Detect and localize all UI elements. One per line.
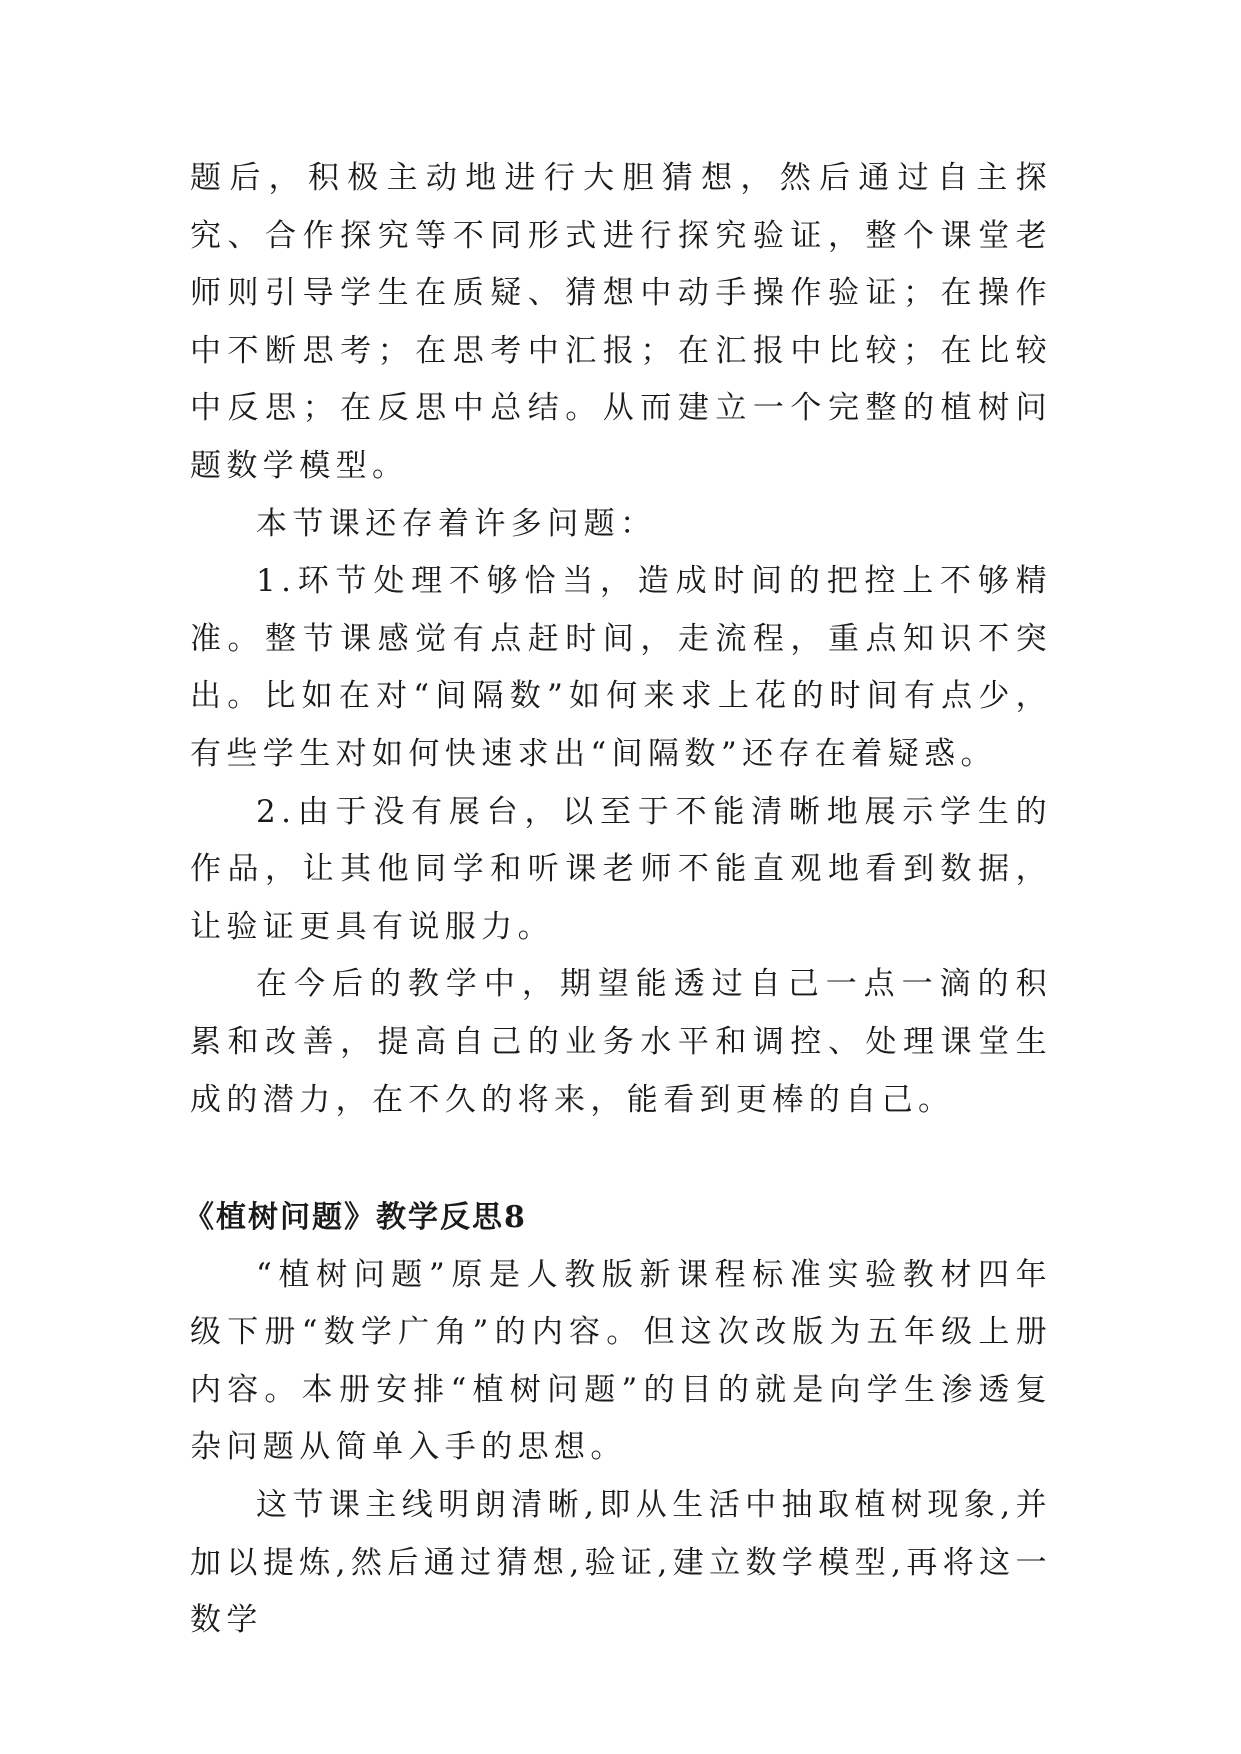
section-title: 《植树问题》教学反思8 xyxy=(184,1200,527,1236)
paragraph-mainline: 这节课主线明朗清晰,即从生活中抽取植树现象,并加以提炼,然后通过猜想,验证,建立数学模型,再将这一数学 xyxy=(190,1487,1052,1639)
paragraph-problem-2: 2.由于没有展台，以至于不能清晰地展示学生的作品，让其他同学和听课老师不能直观地看到数据，让验证更具有说服力。 xyxy=(190,793,1052,945)
document-page xyxy=(184,150,1052,1650)
paragraph-continuation: 题后，积极主动地进行大胆猜想，然后通过自主探究、合作探究等不同形式进行探究验证，整个课堂老师则引导学生在质疑、猜想中动手操作验证；在操作中不断思考；在思考中汇报；在汇报中比较；在比较中反思；在反思中总结。从而建立一个完整的植树问题数学模型。 xyxy=(190,160,1052,484)
paragraph-intro: “植树问题”原是人教版新课程标准实验教材四年级下册“数学广角”的内容。但这次改版为五年级上册内容。本册安排“植树问题”的目的就是向学生渗透复杂问题从简单入手的思想。 xyxy=(190,1256,1052,1466)
paragraph-problem-1: 1.环节处理不够恰当，造成时间的把控上不够精准。整节课感觉有点赶时间，走流程，重点知识不突出。比如在对“间隔数”如何来求上花的时间有点少，有些学生对如何快速求出“间隔数”还存在着疑惑。 xyxy=(190,563,1052,772)
paragraph-outlook: 在今后的教学中，期望能透过自己一点一滴的积累和改善，提高自己的业务水平和调控、处理课堂生成的潜力，在不久的将来，能看到更棒的自己。 xyxy=(190,966,1052,1118)
paragraph-problems-intro: 本节课还存着许多问题： xyxy=(256,505,657,542)
